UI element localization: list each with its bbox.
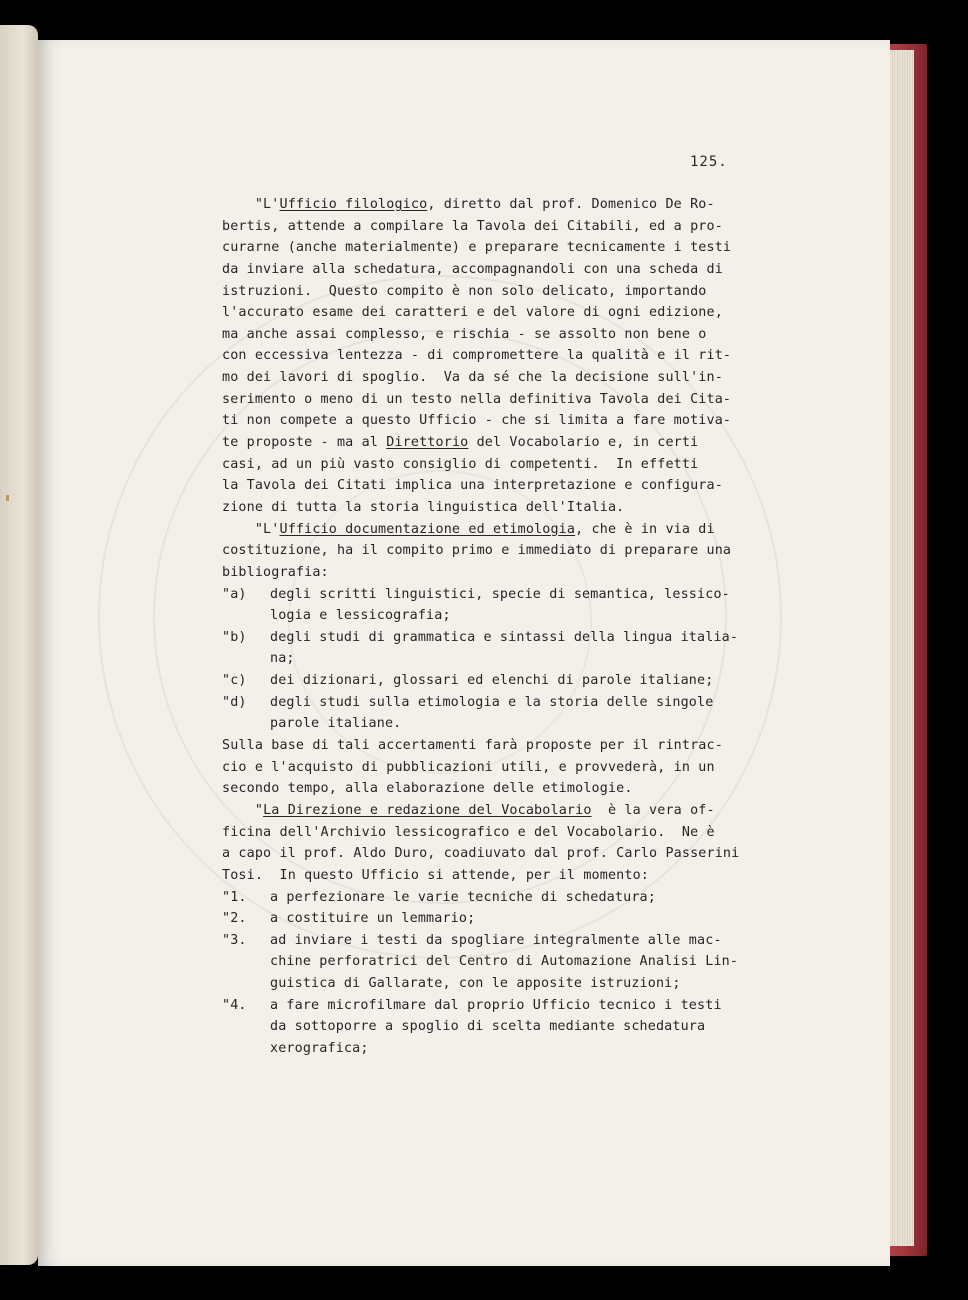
list-marker: "b) (222, 629, 247, 645)
underlined-heading: Ufficio documentazione ed etimologia (279, 521, 576, 537)
list-text: guistica di Gallarate, con le apposite istruzioni; (270, 976, 681, 992)
facing-page-edge (0, 25, 38, 1265)
text-line: casi, ad un più vasto consiglio di competenti. In effetti (222, 456, 699, 472)
text-segment: è la vera of- (591, 802, 715, 818)
text-line: secondo tempo, alla elaborazione delle etimologie. (222, 781, 633, 797)
text-segment: "L' (222, 521, 280, 537)
text-segment: " (222, 802, 264, 818)
text-segment: "L' (222, 197, 280, 212)
text-line: costituzione, ha il compito primo e immediato di preparare una (222, 543, 732, 559)
page-number: 125. (690, 154, 728, 170)
text-line: Sulla base di tali accertamenti farà proposte per il rintrac- (222, 738, 723, 754)
text-line (222, 432, 782, 454)
underlined-term: Direttorio (386, 435, 469, 451)
list-text: parole italiane. (270, 716, 402, 732)
text-segment: te proposte - ma al (222, 435, 387, 451)
text-line: mo dei lavori di spoglio. Va da sé che la decisione sull'in- (222, 370, 723, 386)
text-line (222, 519, 782, 541)
text-line: ficina dell'Archivio lessicografico e del Vocabolario. Ne è (222, 824, 715, 840)
text-line: ma anche assai complesso, e rischia - se assolto non bene o (222, 326, 707, 342)
text-line (222, 800, 782, 822)
text-line: bibliografia: (222, 564, 329, 580)
text-segment: , diretto dal prof. Domenico De Ro- (427, 197, 715, 212)
list-marker: "1. (222, 889, 247, 905)
list-marker: "3. (222, 932, 247, 948)
underlined-heading: La Direzione e redazione del Vocabolario (263, 802, 592, 818)
list-text: logia e lessicografia; (270, 608, 451, 624)
list-text: na; (270, 651, 295, 667)
list-item (222, 670, 782, 692)
list-marker: "a) (222, 586, 247, 602)
list-item (222, 584, 782, 627)
list-marker: "d) (222, 694, 247, 710)
text-line: istruzioni. Questo compito è non solo delicato, importando (222, 283, 707, 299)
list-item (222, 908, 782, 930)
text-line: la Tavola dei Citati implica una interpretazione e configura- (222, 478, 723, 494)
list-text: degli studi di grammatica e sintassi della lingua italia- (270, 629, 739, 645)
list-text: a fare microfilmare dal proprio Ufficio tecnico i testi (270, 997, 722, 1013)
list-text: dei dizionari, glossari ed elenchi di parole italiane; (270, 673, 714, 689)
page-mark (6, 495, 9, 501)
underlined-heading: Ufficio filologico (279, 197, 428, 212)
list-marker: "c) (222, 673, 247, 689)
text-segment: del Vocabolario e, in certi (468, 435, 699, 451)
text-line: zione di tutta la storia linguistica dell'Italia. (222, 499, 625, 515)
text-line (222, 194, 782, 216)
list-item (222, 887, 782, 909)
text-line: ti non compete a questo Ufficio - che si limita a fare motiva- (222, 413, 732, 429)
text-line: con eccessiva lentezza - di compromettere la qualità e il rit- (222, 348, 732, 364)
list-item (222, 692, 782, 735)
list-text: a costituire un lemmario; (270, 911, 476, 927)
list-marker: "2. (222, 911, 247, 927)
text-line: l'accurato esame dei caratteri e del valore di ogni edizione, (222, 305, 723, 321)
document-body (222, 194, 782, 1060)
text-line: cio e l'acquisto di pubblicazioni utili, e provvederà, in un (222, 759, 715, 775)
list-item (222, 995, 782, 1060)
list-text: da sottoporre a spoglio di scelta mediante schedatura (270, 1019, 706, 1035)
list-text: degli studi sulla etimologia e la storia delle singole (270, 694, 714, 710)
list-text: a perfezionare le varie tecniche di schedatura; (270, 889, 656, 905)
text-line: Tosi. In questo Ufficio si attende, per il momento: (222, 867, 650, 883)
text-line: serimento o meno di un testo nella definitiva Tavola dei Cita- (222, 391, 732, 407)
list-text: ad inviare i testi da spogliare integralmente alle mac- (270, 932, 722, 948)
text-segment: , che è in via di (575, 521, 715, 537)
list-text: chine perforatrici del Centro di Automazione Analisi Lin- (270, 954, 739, 970)
text-line: curarne (anche materialmente) e preparare tecnicamente i testi (222, 240, 732, 256)
list-text: xerografica; (270, 1040, 369, 1056)
list-item (222, 627, 782, 670)
list-text: degli scritti linguistici, specie di semantica, lessico- (270, 586, 730, 602)
text-line: a capo il prof. Aldo Duro, coadiuvato dal prof. Carlo Passerini (222, 846, 740, 862)
list-marker: "4. (222, 997, 247, 1013)
list-item (222, 930, 782, 995)
text-line: bertis, attende a compilare la Tavola dei Citabili, ed a pro- (222, 218, 723, 234)
text-line: da inviare alla schedatura, accompagnandoli con una scheda di (222, 261, 723, 277)
